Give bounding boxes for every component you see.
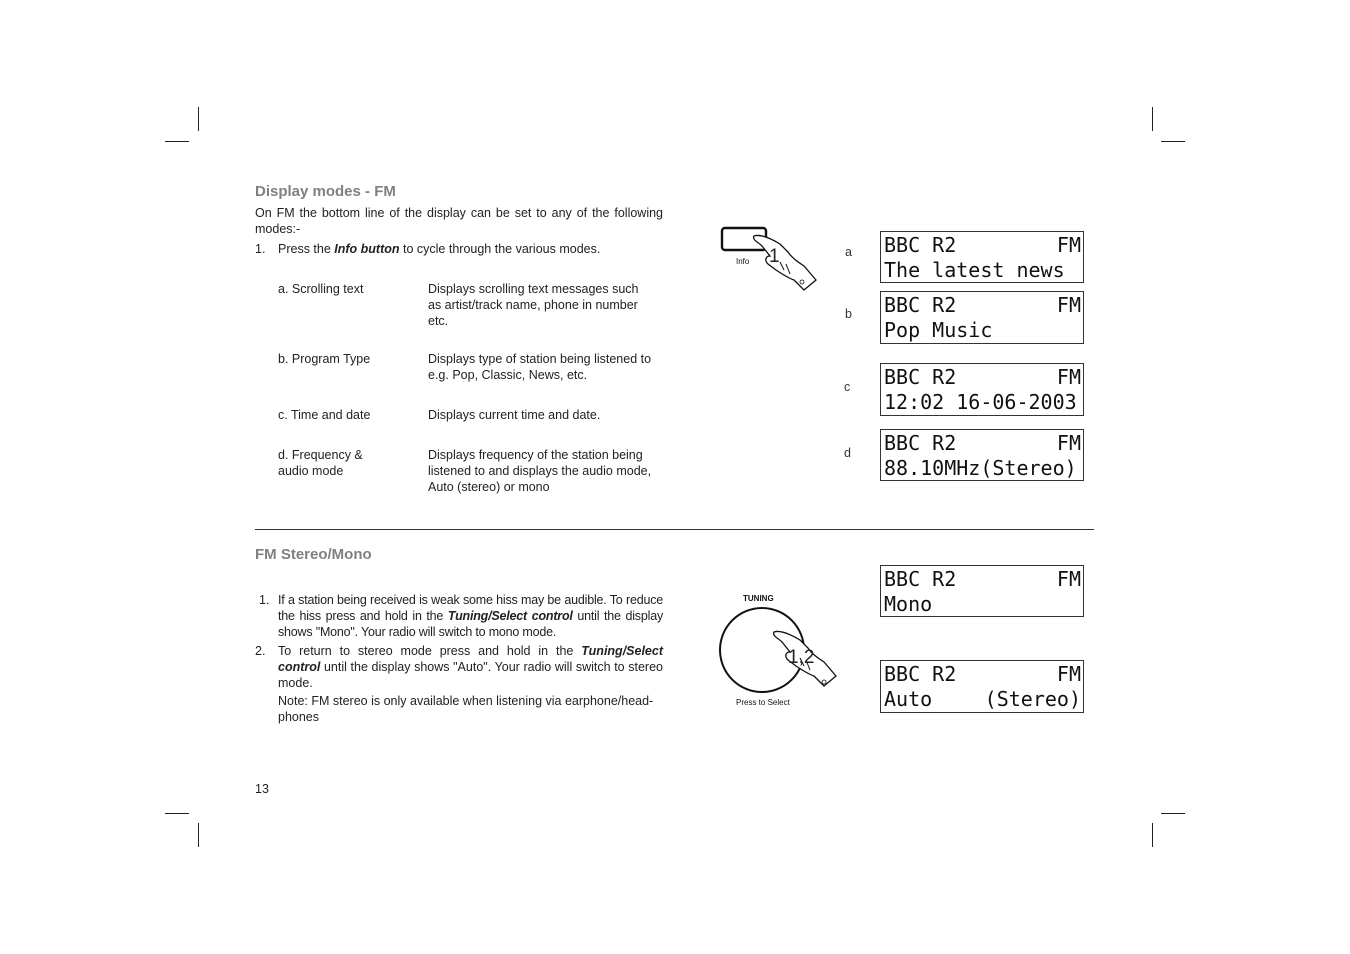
tuning-control-ref: Tuning/Select control [278, 644, 663, 674]
display-letter: c [844, 380, 851, 394]
crop-mark [198, 823, 199, 847]
step-1-pre: Press the [278, 242, 335, 256]
lcd-station: BBC R2 [884, 365, 957, 389]
lcd-band: FM [1056, 293, 1081, 317]
mode-desc: Displays type of station being listened to e.g. Pop, Classic, News, etc. [428, 352, 652, 382]
mode-name: a. Scrolling text [278, 282, 364, 296]
mode-name: d. Frequency & audio mode [278, 448, 363, 478]
note-text: Note: FM stereo is only available when listening via earphone/head-phones [278, 694, 654, 724]
lcd-band: FM [1056, 431, 1081, 455]
step-number: 1. [255, 242, 266, 256]
lcd-info-line: Pop Music [884, 318, 993, 342]
lcd-display-b [880, 291, 1084, 344]
list-item-1-text [278, 592, 663, 640]
tuning-control-ref: Tuning/Select control [447, 609, 573, 623]
lcd-band: FM [1056, 233, 1081, 257]
crop-mark [198, 107, 199, 131]
press-to-select-label: Press to Select [736, 698, 790, 707]
info-button-label: Info [736, 257, 750, 266]
lcd-display-a [880, 231, 1084, 283]
lcd-station: BBC R2 [884, 431, 957, 455]
step-1-text [278, 241, 668, 257]
mode-desc: Displays frequency of the station being listened to and displays the audio mode, Auto (stereo) or mono [428, 448, 652, 494]
lcd-band: FM [1056, 365, 1081, 389]
lcd-display-d [880, 429, 1084, 481]
item-2-pre: To return to stereo mode press and hold in the [278, 644, 582, 658]
lcd-mode: Mono [884, 592, 933, 616]
lcd-station: BBC R2 [884, 233, 957, 257]
lcd-mode-detail: (Stereo) [984, 687, 1081, 711]
list-item-2-text [278, 643, 663, 691]
lcd-station: BBC R2 [884, 293, 957, 317]
info-button-ref: Info button [334, 242, 400, 256]
tuning-knob-illustration [714, 604, 846, 700]
crop-mark [1152, 107, 1153, 131]
step-1-post: to cycle through the various modes. [399, 242, 601, 256]
lcd-display-auto [880, 660, 1084, 713]
display-letter: d [844, 446, 851, 460]
lcd-band: FM [1056, 662, 1081, 686]
crop-mark [1152, 823, 1153, 847]
item-1-pre: If a station being received is weak some hiss may be audible. To reduce the hiss press and hold in the [278, 593, 663, 623]
mode-name: c. Time and date [278, 408, 371, 422]
lcd-info-line: 88.10MHz(Stereo) [884, 456, 1077, 480]
lcd-info-line: The latest news [884, 258, 1065, 282]
lcd-display-c [880, 363, 1084, 416]
hand-pointer-icon [754, 235, 816, 290]
item-1-post: until the display shows "Mono". Your radio will switch to mono mode. [278, 609, 663, 639]
crop-mark [1161, 141, 1185, 142]
list-item-number: 2. [255, 644, 266, 658]
tuning-label: TUNING [743, 594, 774, 603]
info-step-number: 1 [769, 246, 780, 267]
section-divider [255, 529, 1094, 530]
display-letter: b [845, 307, 852, 321]
lcd-station: BBC R2 [884, 662, 957, 686]
mode-desc: Displays current time and date. [428, 408, 601, 422]
crop-mark [165, 813, 189, 814]
section-title-display-modes: Display modes - FM [255, 183, 396, 200]
intro-text: On FM the bottom line of the display can be set to any of the following modes:- [255, 206, 663, 236]
crop-mark [165, 141, 189, 142]
tuning-step-number: 1,2 [788, 647, 815, 668]
display-letter: a [845, 245, 852, 259]
section-title-fm-stereo-mono: FM Stereo/Mono [255, 546, 372, 563]
lcd-mode: Auto [884, 687, 933, 711]
lcd-display-mono [880, 565, 1084, 617]
mode-name: b. Program Type [278, 352, 371, 366]
list-item-number: 1. [259, 593, 270, 607]
page-number: 13 [255, 782, 269, 796]
lcd-info-line: 12:02 16-06-2003 [884, 390, 1077, 414]
item-2-post: until the display shows "Auto". Your radio will switch to stereo mode. [278, 660, 663, 690]
crop-mark [1161, 813, 1185, 814]
lcd-band: FM [1056, 567, 1081, 591]
lcd-station: BBC R2 [884, 567, 957, 591]
mode-desc: Displays scrolling text messages such as artist/track name, phone in number etc. [428, 282, 639, 328]
